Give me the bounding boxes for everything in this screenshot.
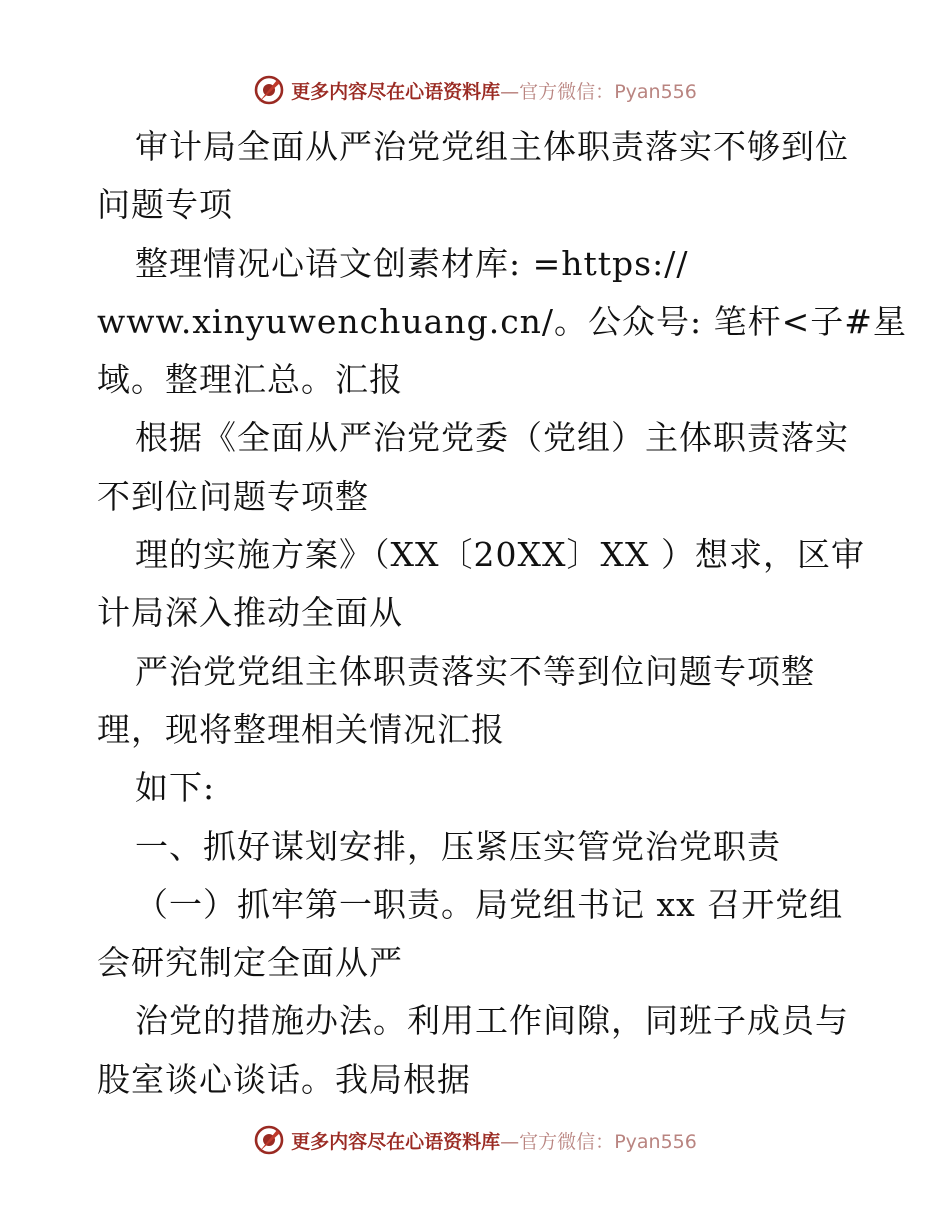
banner-wechat-id: Pyan556 (614, 1130, 697, 1153)
banner-dash: — (500, 80, 520, 103)
document-body (97, 118, 907, 1109)
document-line: 审计局全面从严治党党组主体职责落实不够到位 (135, 127, 849, 166)
header-banner-text (291, 77, 697, 104)
document-line: 根据《全面从严治党党委（党组）主体职责落实 (135, 418, 849, 458)
document-line: 股室谈心谈话。我局根据 (97, 1059, 471, 1099)
document-line: 严治党党组主体职责落实不等到位问题专项整 (135, 651, 815, 691)
quill-seal-icon (253, 1124, 285, 1156)
document-line: 理的实施方案》（XX〔20XX〕XX ）想求，区审 (135, 535, 865, 575)
document-line: 治党的措施办法。利用工作间隙，同班子成员与 (135, 1001, 849, 1041)
document-line: 一、抓好谋划安排，压紧压实管党治党职责 (135, 826, 781, 866)
document-line: 理，现将整理相关情况汇报 (97, 709, 505, 749)
document-line: 不到位问题专项整 (97, 476, 369, 516)
document-line: 如下: (135, 768, 216, 808)
banner-site-name: 更多内容尽在心语资料库 (291, 80, 501, 103)
document-line: 会研究制定全面从严 (97, 943, 403, 983)
footer-banner-text (291, 1127, 697, 1154)
document-line: 域。整理汇总。汇报 (97, 360, 403, 400)
banner-wechat-id: Pyan556 (614, 80, 697, 103)
header-watermark-banner (0, 70, 950, 110)
footer-watermark-banner (0, 1120, 950, 1160)
document-line: www.xinyuwenchuang.cn/。公众号: 笔杆<子#星 (97, 301, 907, 341)
banner-wechat-label: 官方微信： (519, 1130, 615, 1153)
document-line: 计局深入推动全面从 (97, 593, 403, 633)
document-line: （一）抓牢第一职责。局党组书记 xx 召开党组 (135, 884, 844, 924)
quill-seal-icon (253, 74, 285, 106)
banner-site-name: 更多内容尽在心语资料库 (291, 1130, 501, 1153)
banner-dash: — (500, 1130, 520, 1153)
document-line: 整理情况心语文创素材库: =https:// (135, 243, 689, 283)
document-line: 问题专项 (97, 185, 233, 225)
banner-wechat-label: 官方微信： (519, 80, 615, 103)
